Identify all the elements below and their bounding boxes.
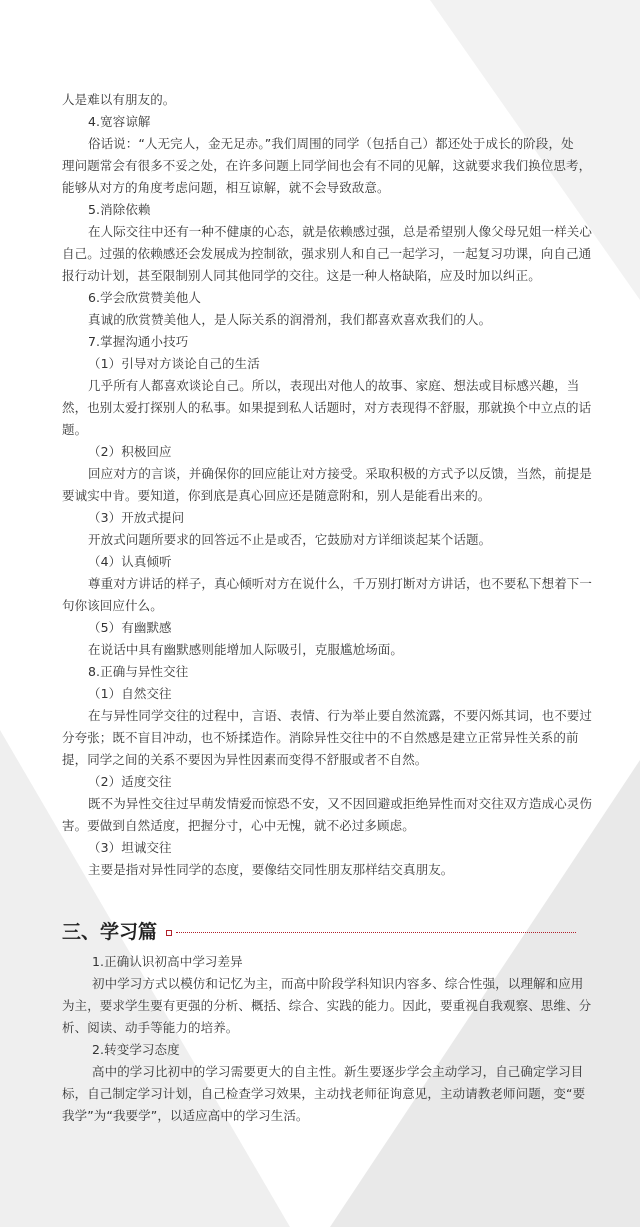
paragraph-line: 提，同学之间的关系不要因为异性因素而变得不舒服或者不自然。 xyxy=(62,752,428,767)
paragraph-line: 能够从对方的角度考虑问题，相互谅解，就不会导致敌意。 xyxy=(62,180,390,195)
subheading: （1）自然交往 xyxy=(88,686,172,701)
paragraph-line: 题。 xyxy=(62,422,88,437)
paragraph-line: 开放式问题所要求的回答远不止是或否，它鼓励对方详细谈起某个话题。 xyxy=(88,532,492,547)
paragraph-line: 回应对方的言谈，并确保你的回应能让对方接受。采取积极的方式予以反馈，当然，前提是 xyxy=(88,466,593,481)
subheading: （2）适度交往 xyxy=(88,774,172,789)
subheading: （5）有幽默感 xyxy=(88,620,172,635)
paragraph-line: 分夸张；既不盲目冲动，也不矫揉造作。消除异性交往中的不自然感是建立正常异性关系的前 xyxy=(62,730,579,745)
paragraph-line: 为主，要求学生要有更强的分析、概括、综合、实践的能力。因此，要重视自我观察、思维、分 xyxy=(62,998,592,1013)
paragraph-line: 尊重对方讲话的样子，真心倾听对方在说什么，千万别打断对方讲话，也不要私下想着下一 xyxy=(88,576,593,591)
paragraph-line: 理问题常会有很多不妥之处，在许多问题上同学间也会有不同的见解，这就要求我们换位思考， xyxy=(62,158,592,173)
subheading: （3）坦诚交往 xyxy=(88,840,172,855)
heading-attitude: 2.转变学习态度 xyxy=(92,1042,180,1057)
subheading: （2）积极回应 xyxy=(88,444,172,459)
paragraph-line: 在与异性同学交往的过程中，言语、表情、行为举止要自然流露，不要闪烁其词，也不要过 xyxy=(88,708,593,723)
heading-appreciate: 6.学会欣赏赞美他人 xyxy=(88,290,201,305)
heading-dependence: 5.消除依赖 xyxy=(88,202,151,217)
paragraph-continuation: 人是难以有朋友的。 xyxy=(62,92,176,107)
paragraph-line: 几乎所有人都喜欢谈论自己。所以，表现出对他人的故事、家庭、想法或目标感兴趣，当 xyxy=(88,378,580,393)
paragraph-line: 俗话说：“人无完人，金无足赤。”我们周围的同学（包括自己）都还处于成长的阶段，处 xyxy=(88,136,574,151)
heading-tolerance: 4.宽容谅解 xyxy=(88,114,151,129)
heading-communication: 7.掌握沟通小技巧 xyxy=(88,334,189,349)
subheading: （1）引导对方谈论自己的生活 xyxy=(88,356,260,371)
paragraph-line: 主要是指对异性同学的态度，要像结交同性朋友那样结交真朋友。 xyxy=(88,862,454,877)
paragraph-line: 报行动计划，甚至限制别人同其他同学的交往。这是一种人格缺陷，应及时加以纠正。 xyxy=(62,268,541,283)
section-title-study: 三、学习篇 xyxy=(62,921,158,943)
subheading: （3）开放式提问 xyxy=(88,510,185,525)
paragraph-line: 真诚的欣赏赞美他人，是人际关系的润滑剂，我们都喜欢喜欢我们的人。 xyxy=(88,312,492,327)
title-divider xyxy=(176,932,576,934)
paragraph-line: 然，也别太爱打探别人的私事。如果提到私人话题时，对方表现得不舒服，那就换个中立点的话 xyxy=(62,400,592,415)
paragraph-line: 句你该回应什么。 xyxy=(62,598,163,613)
paragraph-line: 初中学习方式以模仿和记忆为主，而高中阶段学科知识内容多、综合性强，以理解和应用 xyxy=(92,976,584,991)
paragraph-line: 自己。过强的依赖感还会发展成为控制欲，强求别人和自己一起学习，一起复习功课，向自己通 xyxy=(62,246,592,261)
heading-differences: 1.正确认识初高中学习差异 xyxy=(92,954,243,969)
paragraph-line: 要诚实中肯。要知道，你到底是真心回应还是随意附和，别人是能看出来的。 xyxy=(62,488,491,503)
paragraph-line: 高中的学习比初中的学习需要更大的自主性。新生要逐步学会主动学习，自己确定学习目 xyxy=(92,1064,584,1079)
paragraph-line: 标，自己制定学习计划，自己检查学习效果，主动找老师征询意见，主动请教老师问题，变“要 xyxy=(62,1086,586,1101)
paragraph-line: 既不为异性交往过早萌发情爱而惊恐不安，又不因回避或拒绝异性而对交往双方造成心灵伤 xyxy=(88,796,593,811)
paragraph-line: 我学”为“我要学”，以适应高中的学习生活。 xyxy=(62,1108,309,1123)
subheading: （4）认真倾听 xyxy=(88,554,172,569)
paragraph-line: 在人际交往中还有一种不健康的心态，就是依赖感过强，总是希望别人像父母兄姐一样关心 xyxy=(88,224,593,239)
title-square-icon xyxy=(166,930,172,936)
paragraph-line: 在说话中具有幽默感则能增加人际吸引，克服尴尬场面。 xyxy=(88,642,404,657)
heading-opposite-sex: 8.正确与异性交往 xyxy=(88,664,189,679)
paragraph-line: 析、阅读、动手等能力的培养。 xyxy=(62,1020,239,1035)
paragraph-line: 害。要做到自然适度，把握分寸，心中无愧，就不必过多顾虑。 xyxy=(62,818,415,833)
